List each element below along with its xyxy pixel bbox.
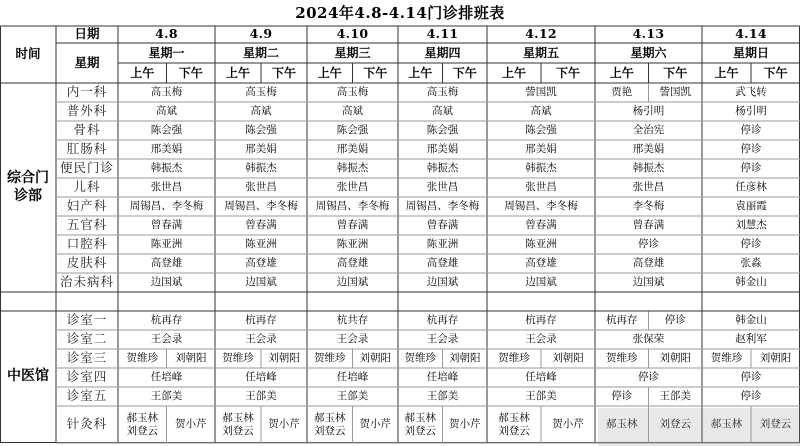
schedule-cell: 任培峰 [150, 371, 183, 384]
schedule-cell: 李冬梅 [632, 200, 665, 213]
weekday-label: 星期 [74, 54, 100, 70]
schedule-cell: 陈会强 [150, 124, 183, 137]
schedule-cell-am: 郝玉林 [710, 418, 743, 431]
schedule-cell: 高斌 [250, 105, 272, 118]
schedule-cell-am: 郝玉林 刘登云 [498, 412, 530, 437]
am-header: 上午 [225, 66, 250, 80]
page-title: 2024年4.8-4.14门诊排班表 [295, 3, 505, 22]
schedule-cell: 王会录 [426, 333, 459, 346]
department-label: 口腔科 [66, 236, 108, 252]
schedule-cell: 韩振杰 [632, 162, 665, 175]
schedule-cell: 袁丽霞 [735, 200, 767, 213]
schedule-cell: 武飞转 [735, 86, 767, 99]
schedule-cell: 高斌 [432, 105, 453, 118]
date-header: 4.14 [735, 26, 767, 42]
department-label: 肛肠科 [66, 141, 108, 157]
schedule-cell: 停诊 [740, 143, 762, 156]
time-label: 时间 [15, 46, 41, 62]
schedule-cell: 杭再存 [426, 314, 459, 327]
schedule-cell: 邢美娟 [525, 143, 557, 156]
schedule-cell: 刘慧杰 [735, 219, 767, 232]
schedule-cell: 韩振杰 [426, 162, 459, 175]
schedule-cell: 邢美娟 [632, 143, 665, 156]
am-header: 上午 [408, 66, 433, 80]
schedule-cell: 曾春满 [426, 219, 459, 232]
department-label: 治未病科 [59, 274, 114, 290]
schedule-cell: 张世昌 [426, 181, 459, 194]
pm-header: 下午 [763, 66, 788, 80]
schedule-cell: 高登雄 [525, 257, 557, 270]
schedule-cell: 杨引明 [632, 105, 665, 118]
group-label: 中医馆 [7, 368, 49, 385]
schedule-cell-am: 贺维珍 [404, 352, 436, 365]
am-header: 上午 [609, 66, 634, 80]
schedule-cell: 周锡昌、李冬梅 [224, 200, 298, 213]
weekday-header: 星期日 [732, 46, 769, 60]
schedule-cell: 王会录 [150, 333, 183, 346]
date-header: 4.13 [632, 26, 665, 42]
schedule-cell: 任培峰 [525, 371, 557, 384]
schedule-cell-pm: 刘朝阳 [359, 352, 391, 365]
schedule-cell: 高登雄 [632, 257, 665, 270]
schedule-cell: 张世昌 [150, 181, 183, 194]
schedule-cell: 王郃美 [150, 390, 183, 403]
schedule-cell: 停诊 [740, 124, 762, 137]
schedule-cell: 张淼 [740, 257, 762, 270]
am-header: 上午 [130, 66, 155, 80]
schedule-cell: 邢美娟 [245, 143, 277, 156]
schedule-cell: 韩金山 [735, 314, 767, 327]
schedule-cell-pm: 贺小芹 [449, 418, 481, 431]
pm-header: 下午 [452, 66, 477, 80]
schedule-cell-am: 郝玉林 [606, 418, 638, 431]
schedule-cell-am: 贺维珍 [710, 352, 743, 365]
weekday-header: 星期三 [334, 46, 371, 60]
schedule-cell: 停诊 [740, 162, 762, 175]
schedule-cell: 张保荣 [632, 333, 665, 346]
schedule-cell-am: 郝玉林 刘登云 [314, 412, 346, 437]
group-label: 综合门诊部 [7, 170, 49, 204]
department-label: 骨科 [73, 122, 101, 138]
pm-header: 下午 [555, 66, 580, 80]
department-label: 五官科 [66, 217, 108, 233]
schedule-cell-pm: 刘朝阳 [759, 352, 792, 365]
pm-header: 下午 [178, 66, 203, 80]
pm-header: 下午 [363, 66, 388, 80]
schedule-cell-pm: 刘登云 [759, 418, 792, 431]
schedule-cell-am: 郝玉林 刘登云 [404, 412, 436, 437]
schedule-cell-pm: 停诊 [664, 314, 686, 327]
schedule-cell: 周锡昌、李冬梅 [315, 200, 390, 213]
schedule-cell: 周锡昌、李冬梅 [129, 200, 204, 213]
weekday-header: 星期五 [522, 46, 559, 60]
date-header: 4.11 [426, 26, 459, 42]
pm-header: 下午 [271, 66, 296, 80]
department-label: 诊室三 [66, 350, 108, 366]
weekday-header: 星期四 [424, 46, 461, 60]
schedule-cell: 高登雄 [426, 257, 459, 270]
schedule-cell: 张世昌 [245, 181, 277, 194]
schedule-cell: 陈亚洲 [245, 238, 277, 251]
schedule-cell: 周锡昌、李冬梅 [405, 200, 480, 213]
schedule-cell: 曾春满 [525, 219, 557, 232]
schedule-cell: 邢美娟 [336, 143, 369, 156]
schedule-cell: 停诊 [638, 238, 659, 251]
department-label: 皮肤科 [66, 255, 108, 271]
schedule-cell: 杭共存 [336, 314, 369, 327]
schedule-cell: 王会录 [245, 333, 277, 346]
department-label: 便民门诊 [59, 160, 114, 176]
department-label: 诊室四 [66, 369, 108, 385]
schedule-cell: 停诊 [740, 371, 762, 384]
schedule-cell: 韩振杰 [150, 162, 183, 175]
schedule-cell-am: 贺维珍 [222, 352, 254, 365]
weekday-header: 星期一 [148, 46, 185, 60]
schedule-cell: 陈会强 [426, 124, 459, 137]
schedule-cell-pm: 贺小芹 [268, 418, 300, 431]
schedule-cell: 王会录 [525, 333, 557, 346]
schedule-cell-am: 贾艳 [611, 86, 633, 99]
schedule-cell: 张世昌 [336, 181, 369, 194]
schedule-cell: 韩振杰 [525, 162, 557, 175]
schedule-cell: 高斌 [530, 105, 552, 118]
schedule-cell-am: 贺维珍 [498, 352, 530, 365]
schedule-cell: 任培峰 [336, 371, 369, 384]
schedule-cell: 高斌 [156, 105, 177, 118]
department-label: 诊室二 [66, 331, 108, 347]
schedule-cell: 赵利军 [735, 333, 767, 346]
schedule-cell: 韩振杰 [336, 162, 369, 175]
schedule-cell: 王郃美 [245, 390, 277, 403]
schedule-cell: 高玉梅 [245, 86, 277, 99]
schedule-cell: 王郃美 [525, 390, 557, 403]
schedule-cell-pm: 刘朝阳 [659, 352, 691, 365]
schedule-cell-pm: 刘朝阳 [552, 352, 584, 365]
department-label: 儿科 [73, 179, 101, 195]
schedule-cell: 曾春满 [336, 219, 369, 232]
schedule-cell: 王郃美 [426, 390, 459, 403]
schedule-cell: 边国斌 [426, 276, 459, 289]
schedule-cell: 任培峰 [426, 371, 459, 384]
schedule-cell: 陈会强 [336, 124, 369, 137]
date-label: 日期 [74, 26, 100, 42]
weekday-header: 星期二 [242, 46, 279, 60]
schedule-cell: 边国斌 [525, 276, 557, 289]
schedule-cell: 王郃美 [336, 390, 369, 403]
schedule-cell: 杭再存 [150, 314, 183, 327]
schedule-cell: 杨引明 [735, 105, 767, 118]
schedule-cell: 高登雄 [336, 257, 369, 270]
schedule-cell: 曾春满 [150, 219, 183, 232]
am-header: 上午 [317, 66, 342, 80]
schedule-cell: 曾春满 [245, 219, 277, 232]
schedule-cell: 韩振杰 [245, 162, 277, 175]
schedule-cell-am: 贺维珍 [606, 352, 638, 365]
schedule-cell: 张世昌 [632, 181, 665, 194]
schedule-cell: 陈亚洲 [426, 238, 459, 251]
schedule-cell-am: 贺维珍 [314, 352, 346, 365]
department-label: 普外科 [66, 103, 108, 119]
schedule-cell: 邢美娟 [150, 143, 183, 156]
schedule-cell: 高斌 [342, 105, 363, 118]
schedule-cell: 高玉梅 [336, 86, 369, 99]
schedule-cell: 曾春满 [632, 219, 665, 232]
schedule-cell-am: 贺维珍 [126, 352, 158, 365]
schedule-cell-pm: 刘登云 [659, 418, 691, 431]
date-header: 4.8 [155, 26, 178, 42]
schedule-cell: 杭再存 [525, 314, 557, 327]
schedule-cell: 任彦林 [735, 181, 767, 194]
schedule-cell: 边国斌 [336, 276, 369, 289]
schedule-cell: 陈会强 [245, 124, 277, 137]
schedule-cell: 高登雄 [150, 257, 183, 270]
schedule-cell-pm: 刘朝阳 [449, 352, 481, 365]
schedule-cell-pm: 贺小芹 [175, 418, 207, 431]
schedule-cell: 陈亚洲 [336, 238, 369, 251]
schedule-cell: 边国斌 [150, 276, 183, 289]
schedule-cell: 停诊 [740, 238, 762, 251]
schedule-cell-pm: 訾国凯 [659, 86, 691, 99]
schedule-cell-am: 停诊 [611, 390, 633, 403]
schedule-cell: 全治宪 [632, 124, 665, 137]
date-header: 4.12 [525, 26, 557, 42]
schedule-cell: 边国斌 [245, 276, 277, 289]
schedule-cell: 陈亚洲 [150, 238, 183, 251]
schedule-cell: 高玉梅 [426, 86, 459, 99]
date-header: 4.10 [336, 26, 369, 42]
schedule-cell: 邢美娟 [426, 143, 459, 156]
schedule-cell: 任培峰 [245, 371, 277, 384]
schedule-cell-pm: 王郃美 [659, 390, 691, 403]
schedule-cell-am: 郝玉林 刘登云 [222, 412, 254, 437]
schedule-cell: 停诊 [740, 390, 762, 403]
schedule-cell-pm: 刘朝阳 [175, 352, 207, 365]
schedule-cell: 韩金山 [735, 276, 767, 289]
schedule-cell: 张世昌 [525, 181, 557, 194]
schedule-cell-pm: 贺小芹 [359, 418, 391, 431]
department-label: 内一科 [66, 84, 108, 100]
schedule-cell: 杭再存 [245, 314, 277, 327]
department-label: 妇产科 [66, 198, 108, 214]
department-label: 针灸科 [66, 416, 108, 432]
schedule-cell: 陈亚洲 [525, 238, 557, 251]
schedule-cell-am: 郝玉林 刘登云 [126, 412, 158, 437]
am-header: 上午 [501, 66, 526, 80]
am-header: 上午 [714, 66, 739, 80]
schedule-cell: 王会录 [336, 333, 369, 346]
department-label: 诊室五 [66, 388, 108, 404]
schedule-cell: 高玉梅 [150, 86, 183, 99]
department-label: 诊室一 [66, 312, 108, 328]
schedule-cell: 高登雄 [245, 257, 277, 270]
schedule-cell-am: 杭再存 [606, 314, 638, 327]
schedule-cell: 訾国凯 [525, 86, 557, 99]
schedule-cell: 周锡昌、李冬梅 [504, 200, 578, 213]
schedule-cell-pm: 刘朝阳 [268, 352, 300, 365]
weekday-header: 星期六 [630, 46, 667, 60]
schedule-cell: 边国斌 [632, 276, 665, 289]
schedule-cell-pm: 贺小芹 [552, 418, 584, 431]
pm-header: 下午 [663, 66, 688, 80]
schedule-cell: 停诊 [638, 371, 659, 384]
date-header: 4.9 [249, 26, 273, 42]
schedule-cell: 陈会强 [525, 124, 557, 137]
